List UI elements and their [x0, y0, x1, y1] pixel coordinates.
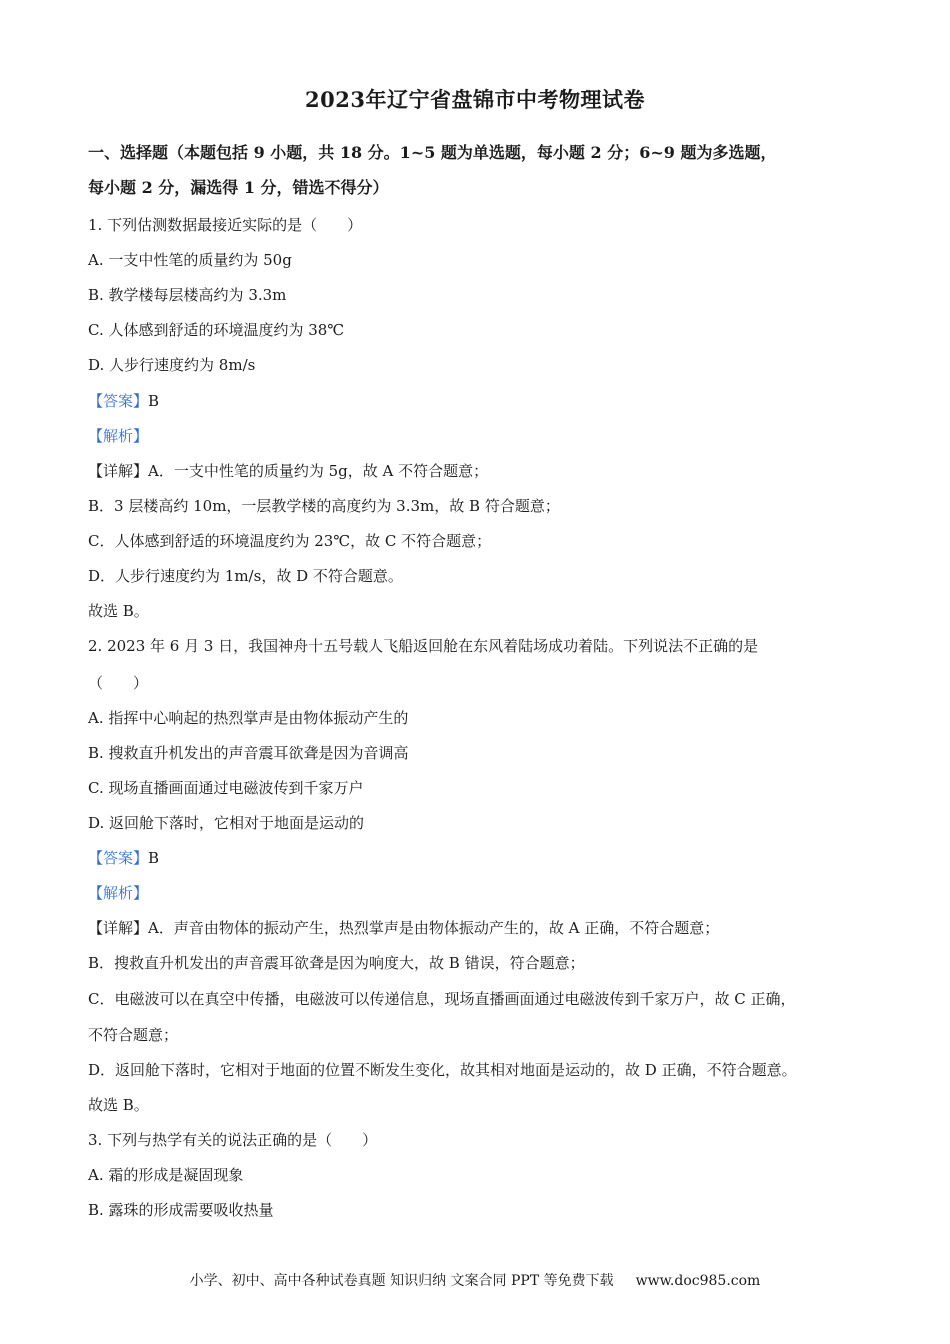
q2-detail-c: C．电磁波可以在真空中传播，电磁波可以传递信息，现场直播画面通过电磁波传到千家万户，故 C 正确，: [88, 990, 796, 1008]
detail-tag: 【详解】: [88, 462, 149, 480]
section-heading-line2: 每小题 2 分，漏选得 1 分，错选不得分）: [88, 178, 389, 197]
footer-text: 小学、初中、高中各种试卷真题 知识归纳 文案合同 PPT 等免费下载: [189, 1273, 614, 1289]
q1-detail-d: D．人步行速度约为 1m/s，故 D 不符合题意。: [88, 567, 403, 585]
q2-detail-d: D．返回舱下落时，它相对于地面的位置不断发生变化，故其相对地面是运动的，故 D 正确，不符合题意。: [88, 1061, 797, 1079]
footer-url[interactable]: www.doc985.com: [635, 1273, 761, 1289]
q2-analysis-tag: 【解析】: [88, 884, 149, 902]
detail-tag: 【详解】: [88, 919, 149, 937]
q1-option-c: C. 人体感到舒适的环境温度约为 38℃: [88, 321, 345, 339]
page-footer: [0, 1270, 950, 1290]
q2-detail-b: B．搜救直升机发出的声音震耳欲聋是因为响度大，故 B 错误，符合题意；: [88, 954, 585, 972]
q1-analysis-tag: 【解析】: [88, 427, 149, 445]
answer-value: B: [148, 392, 160, 410]
q1-detail-c: C．人体感到舒适的环境温度约为 23℃，故 C 不符合题意；: [88, 532, 492, 550]
q2-detail-c-cont: 不符合题意；: [88, 1026, 179, 1044]
detail-text: A．声音由物体的振动产生，热烈掌声是由物体振动产生的，故 A 正确，不符合题意；: [148, 919, 720, 937]
q1-conclusion: 故选 B。: [88, 602, 149, 620]
answer-value: B: [148, 849, 160, 867]
q1-detail-b: B．3 层楼高约 10m，一层教学楼的高度约为 3.3m，故 B 符合题意；: [88, 497, 560, 515]
q2-detail-a: [88, 918, 719, 938]
q2-answer: [88, 848, 159, 868]
q3-option-b: B. 露珠的形成需要吸收热量: [88, 1201, 274, 1219]
q2-stem-line1: 2. 2023 年 6 月 3 日，我国神舟十五号载人飞船返回舱在东风着陆场成功着陆。下列说法不正确的是: [88, 637, 759, 655]
q1-option-d: D. 人步行速度约为 8m/s: [88, 356, 256, 374]
q2-option-c: C. 现场直播画面通过电磁波传到千家万户: [88, 779, 364, 797]
section-heading-line1: 一、选择题（本题包括 9 小题，共 18 分。1~5 题为单选题，每小题 2 分；6~9 题为多选题，: [88, 143, 777, 162]
q1-option-a: A. 一支中性笔的质量约为 50g: [88, 251, 292, 269]
q3-option-a: A. 霜的形成是凝固现象: [88, 1166, 244, 1184]
q2-conclusion: 故选 B。: [88, 1096, 149, 1114]
q1-detail-a: [88, 461, 488, 481]
q2-option-d: D. 返回舱下落时，它相对于地面是运动的: [88, 814, 365, 832]
answer-tag: 【答案】: [88, 849, 149, 867]
q1-stem: 1. 下列估测数据最接近实际的是（ ）: [88, 216, 363, 234]
page-title: 2023年辽宁省盘锦市中考物理试卷: [305, 87, 645, 112]
answer-tag: 【答案】: [88, 392, 149, 410]
q1-answer: [88, 391, 159, 411]
q2-option-a: A. 指挥中心响起的热烈掌声是由物体振动产生的: [88, 709, 409, 727]
q3-stem: 3. 下列与热学有关的说法正确的是（ ）: [88, 1131, 378, 1149]
q2-option-b: B. 搜救直升机发出的声音震耳欲聋是因为音调高: [88, 744, 409, 762]
q1-option-b: B. 教学楼每层楼高约为 3.3m: [88, 286, 287, 304]
q2-stem-line2: （ ）: [88, 674, 149, 692]
detail-text: A．一支中性笔的质量约为 5g，故 A 不符合题意；: [148, 462, 489, 480]
